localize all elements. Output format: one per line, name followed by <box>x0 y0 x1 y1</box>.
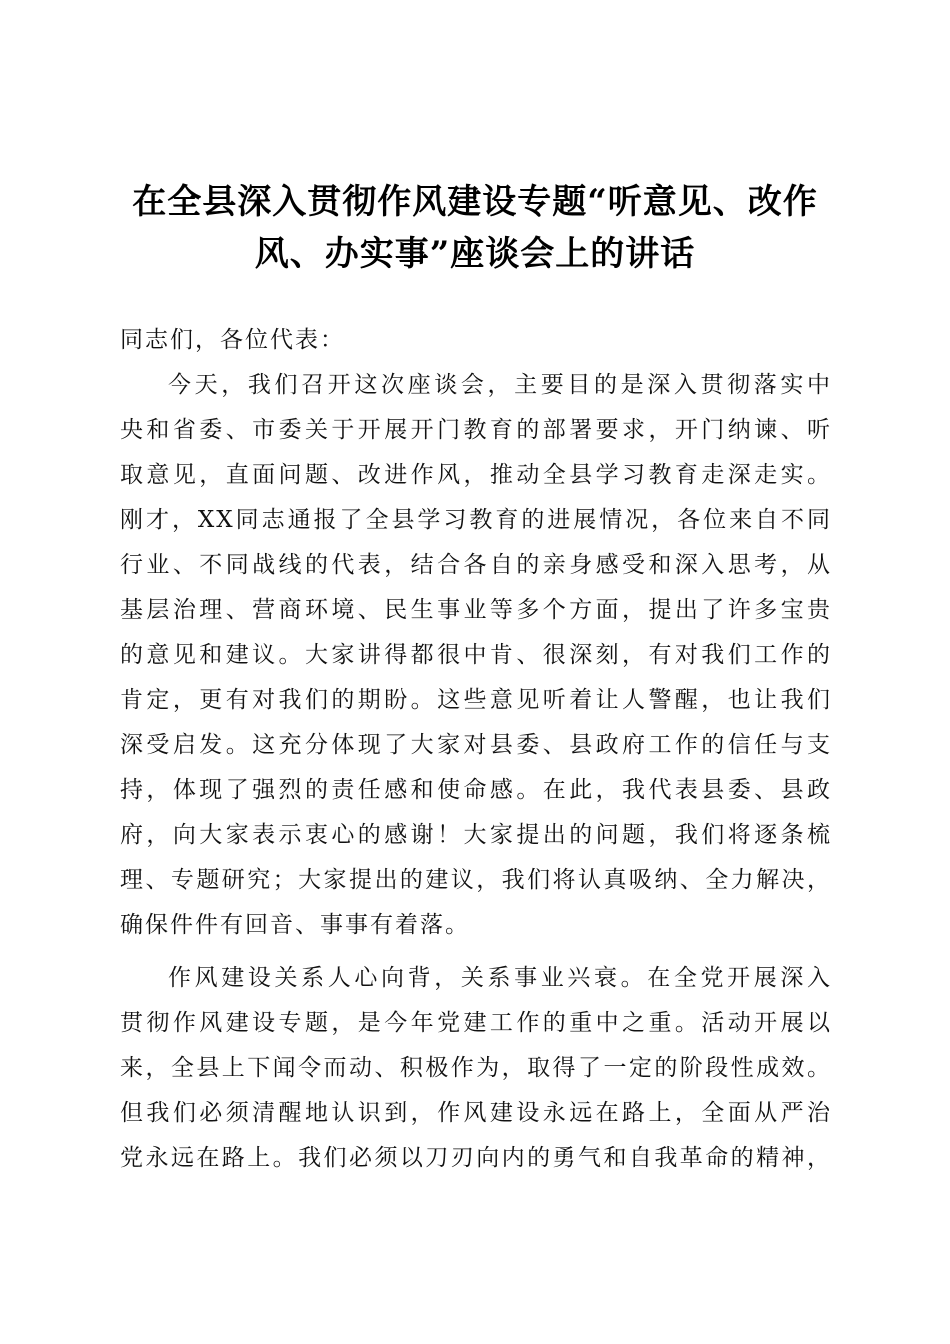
paragraph-line: 基层治理、营商环境、民生事业等多个方面，提出了许多宝贵 <box>120 597 832 623</box>
paragraph-line: 刚才，XX同志通报了全县学习教育的进展情况，各位来自不同 <box>120 507 832 533</box>
paragraph-line: 党永远在路上。我们必须以刀刃向内的勇气和自我革命的精神， <box>120 1145 832 1171</box>
document-title <box>110 176 840 280</box>
paragraph-line: 今天，我们召开这次座谈会，主要目的是深入贯彻落实中 <box>168 372 832 398</box>
paragraph-line: 府，向大家表示衷心的感谢！大家提出的问题，我们将逐条梳 <box>120 822 832 848</box>
paragraph-line: 深受启发。这充分体现了大家对县委、县政府工作的信任与支 <box>120 732 832 758</box>
paragraph-line: 的意见和建议。大家讲得都很中肯、很深刻，有对我们工作的 <box>120 642 832 668</box>
paragraph-line: 取意见，直面问题、改进作风，推动全县学习教育走深走实。 <box>120 462 832 488</box>
title-line: 在全县深入贯彻作风建设专题“听意见、改作 <box>132 182 818 222</box>
paragraph-gap <box>120 948 832 956</box>
paragraph-1 <box>120 363 832 948</box>
paragraph-line: 理、专题研究；大家提出的建议，我们将认真吸纳、全力解决， <box>120 867 832 893</box>
paragraph-line: 确保件件有回音、事事有着落。 <box>120 912 470 938</box>
document-body <box>120 318 832 1181</box>
paragraph-line: 央和省委、市委关于开展开门教育的部署要求，开门纳谏、听 <box>120 417 832 443</box>
paragraph-line: 作风建设关系人心向背，关系事业兴衰。在全党开展深入 <box>168 965 832 991</box>
paragraph-line: 贯彻作风建设专题，是今年党建工作的重中之重。活动开展以 <box>120 1010 832 1036</box>
salutation: 同志们，各位代表： <box>120 327 345 353</box>
paragraph-2 <box>120 956 832 1181</box>
title-line: 风、办实事”座谈会上的讲话 <box>254 234 696 274</box>
paragraph-line: 肯定，更有对我们的期盼。这些意见听着让人警醒，也让我们 <box>120 687 832 713</box>
paragraph-line: 但我们必须清醒地认识到，作风建设永远在路上，全面从严治 <box>120 1100 832 1126</box>
paragraph-line: 来，全县上下闻令而动、积极作为，取得了一定的阶段性成效。 <box>120 1055 832 1081</box>
paragraph-line: 持，体现了强烈的责任感和使命感。在此，我代表县委、县政 <box>120 777 832 803</box>
paragraph-line: 行业、不同战线的代表，结合各自的亲身感受和深入思考，从 <box>120 552 832 578</box>
